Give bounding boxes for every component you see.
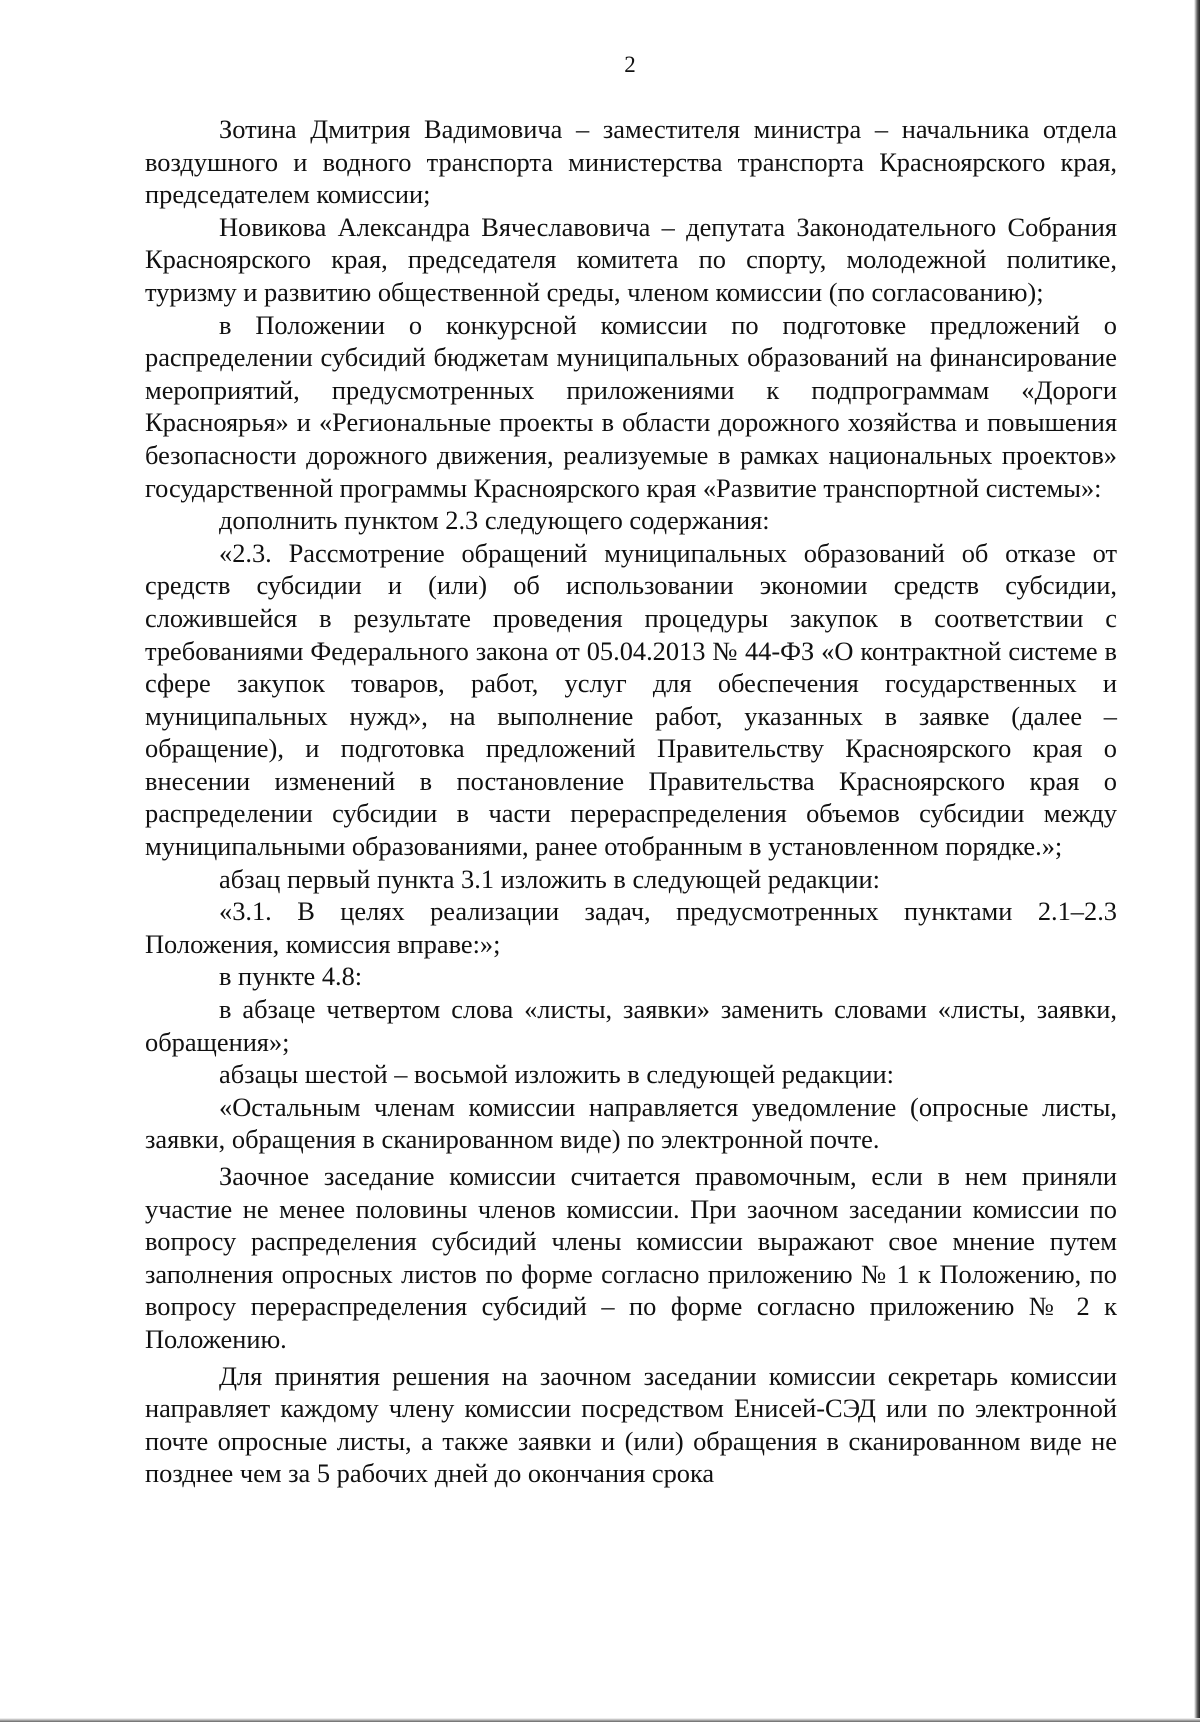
- paragraph-add-item: дополнить пунктом 2.3 следующего содержания:: [219, 505, 770, 536]
- page-number: 2: [624, 52, 636, 77]
- paragraph-abzacs-6-8: абзацы шестой – восьмой изложить в следующей редакции:: [219, 1059, 894, 1090]
- paragraph-item-4-8: в пункте 4.8:: [219, 961, 363, 992]
- scan-edge-right: [1194, 0, 1200, 1722]
- paragraph-zotin: Зотина Дмитрия Вадимовича – заместителя министра – начальника отдела воздушного и водного транспорта министерства транспорта Красноярского края, председателем комиссии;: [145, 114, 1117, 210]
- paragraph-notification: «Остальным членам комиссии направляется уведомление (опросные листы, заявки, обращения в сканированном виде) по электронной почте.: [145, 1091, 1117, 1155]
- paragraph-item-3-1-intro: абзац первый пункта 3.1 изложить в следующей редакции:: [219, 863, 881, 894]
- document-body: [145, 113, 1117, 1490]
- paragraph-item-2-3: «2.3. Рассмотрение обращений муниципальных образований об отказе от средств субсидии и (или) об использовании экономии средств субсидии, сложившейся в результате проведения процедуры закупок в соответствии с требованиями Федерального закона от 05.04.2013 № 44-ФЗ «О контрактной системе в сфере закупок товаров, работ, услуг для обеспечения государственных и муниципальных нужд», на выполнение работ, указанных в заявке (далее – обращение), и подготовка предложений Правительству Красноярского края о внесении изменений в постановление Правительства Красноярского края о распределении субсидии в части перераспределения объемов субсидии между муниципальными образованиями, ранее отобранным в установленном порядке.»;: [145, 537, 1117, 862]
- paragraph-novikov: Новикова Александра Вячеславовича – депутата Законодательного Собрания Красноярского края, председателя комитета по спорту, молодежной политике, туризму и развитию общественной среды, членом комиссии (по согласованию);: [145, 211, 1117, 307]
- scan-edge-bottom: [0, 1718, 1200, 1722]
- paragraph-decision: Для принятия решения на заочном заседании комиссии секретарь комиссии направляет каждому члену комиссии посредством Енисей-СЭД или по электронной почте опросные листы, а также заявки и (или) обращения в сканированном виде не позднее чем за 5 рабочих дней до окончания срока: [145, 1360, 1117, 1489]
- paragraph-item-3-1: «3.1. В целях реализации задач, предусмотренных пунктами 2.1–2.3 Положения, комиссия вправе:»;: [145, 896, 1117, 959]
- paragraph-fourth-abzac: в абзаце четвертом слова «листы, заявки» заменить словами «листы, заявки, обращения»;: [145, 994, 1117, 1057]
- paragraph-absentee-meeting: Заочное заседание комиссии считается правомочным, если в нем приняли участие не менее половины членов комиссии. При заочном заседании комиссии по вопросу распределения субсидий члены комиссии выражают свое мнение путем заполнения опросных листов по форме согласно приложению № 1 к Положению, по вопросу перераспределения субсидий – по форме согласно приложению № 2 к Положению.: [145, 1161, 1117, 1354]
- paragraph-regulation: в Положении о конкурсной комиссии по подготовке предложений о распределении субсидий бюджетам муниципальных образований на финансирование мероприятий, предусмотренных приложениями к подпрограммам «Дороги Красноярья» и «Региональные проекты в области дорожного хозяйства и повышения безопасности дорожного движения, реализуемые в рамках национальных проектов» государственной программы Красноярского края «Развитие транспортной системы»:: [145, 309, 1117, 503]
